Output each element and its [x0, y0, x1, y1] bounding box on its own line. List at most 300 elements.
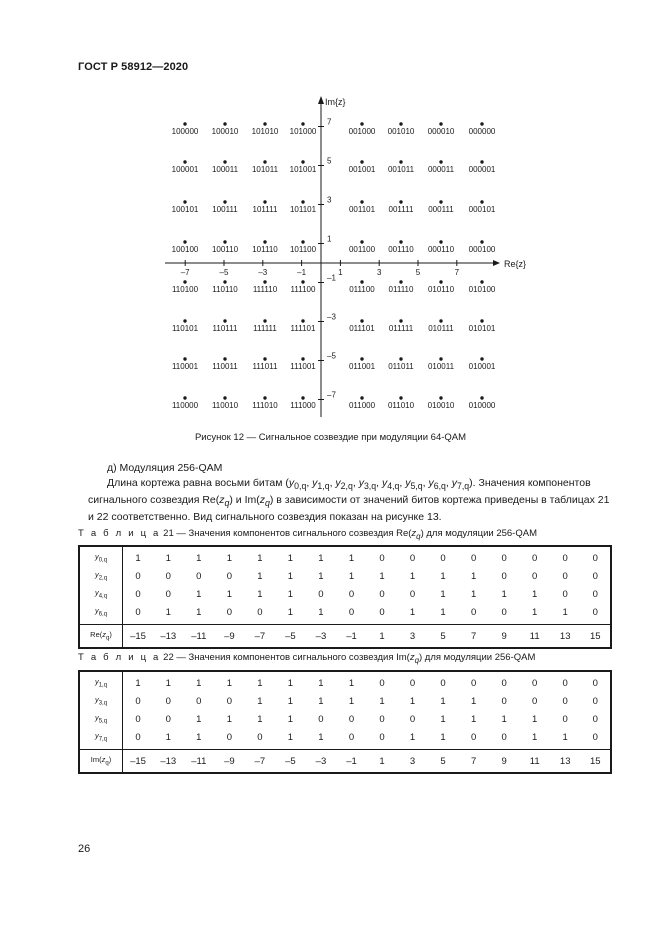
x-tick-label: 1	[338, 268, 343, 277]
bit-cell: 1	[287, 588, 294, 600]
constellation-point-label: 111000	[290, 401, 316, 410]
constellation-point	[183, 319, 186, 322]
bit-cell: 1	[532, 731, 538, 743]
constellation-point	[399, 122, 402, 125]
bit-cell: 1	[226, 713, 232, 725]
bit-cell: 1	[379, 695, 385, 707]
value-cell: –5	[275, 750, 306, 774]
constellation-point	[263, 357, 266, 360]
bit-cell: 1	[226, 588, 232, 600]
bit-cell: 0	[226, 606, 232, 618]
bit-cell: 1	[501, 588, 507, 600]
bit-cell: 0	[501, 677, 507, 689]
y-tick-label: –7	[327, 390, 336, 400]
value-cell: 13	[550, 625, 581, 649]
bit-cell: 1	[470, 588, 477, 600]
constellation-point	[301, 122, 304, 125]
y-tick-label: 3	[327, 195, 332, 205]
section-title: д) Модуляция 256-QAM	[107, 462, 223, 474]
value-cell: –5	[275, 625, 306, 649]
constellation-point-label: 001000	[348, 127, 376, 136]
bit-cell: 1	[257, 695, 263, 707]
constellation-point	[183, 240, 186, 243]
bit-cell: 0	[440, 677, 446, 689]
constellation-point-label: 001001	[348, 165, 376, 174]
value-cell: 1	[367, 625, 398, 649]
bit-cell: 0	[165, 713, 171, 725]
bit-cell: 0	[257, 731, 263, 743]
constellation-point	[480, 280, 483, 283]
constellation-point	[263, 240, 266, 243]
constellation-point-label: 011010	[387, 401, 415, 410]
constellation-point-label: 101010	[251, 127, 279, 136]
constellation-point	[301, 396, 304, 399]
constellation-point	[399, 160, 402, 163]
value-cell: 9	[489, 625, 520, 649]
constellation-point-label: 010000	[468, 401, 496, 410]
bit-cell: 0	[470, 677, 477, 689]
x-tick-label: –1	[297, 268, 307, 277]
bit-row-label: $y_{0,q}$	[79, 546, 123, 568]
value-cell: 3	[397, 625, 428, 649]
bit-cell: 0	[409, 552, 416, 564]
page-number: 26	[78, 843, 91, 855]
value-cell: –15	[123, 625, 154, 649]
bit-cell: 0	[379, 713, 385, 725]
bit-cell: 1	[287, 695, 294, 707]
bit-cell: 1	[501, 713, 507, 725]
bit-cell: 0	[592, 677, 598, 689]
bit-cell: 0	[135, 713, 141, 725]
constellation-point-label: 100010	[211, 127, 239, 136]
constellation-point	[360, 396, 363, 399]
bit-cell: 1	[379, 570, 385, 582]
bit-cell: 0	[135, 731, 141, 743]
constellation-point-label: 101110	[252, 245, 278, 254]
constellation-point	[439, 200, 442, 203]
bit-cell: 0	[562, 552, 568, 564]
constellation-point	[263, 280, 266, 283]
value-cell: –11	[184, 625, 215, 649]
bit-cell: 1	[135, 677, 141, 689]
bit-cell: 0	[165, 570, 171, 582]
bit-cell: 0	[409, 588, 416, 600]
constellation-point	[399, 280, 402, 283]
bit-cell: 0	[409, 713, 416, 725]
x-tick-label: –3	[258, 268, 268, 277]
bit-cell: 1	[196, 552, 202, 564]
bit-cell: 1	[318, 552, 324, 564]
bit-cell: 0	[379, 677, 385, 689]
bit-cell: 0	[348, 606, 355, 618]
value-row	[79, 750, 611, 774]
bit-cell: 1	[165, 677, 171, 689]
value-cell: –9	[214, 625, 245, 649]
bit-cell: 1	[257, 588, 263, 600]
bit-cell: 0	[226, 731, 232, 743]
bit-row	[79, 693, 611, 711]
constellation-point-label: 101001	[289, 165, 317, 174]
constellation-point	[360, 319, 363, 322]
constellation-point	[301, 357, 304, 360]
constellation-point-label: 011011	[388, 362, 414, 371]
x-tick-label: 5	[415, 268, 421, 277]
constellation-point-label: 010011	[427, 362, 455, 371]
constellation-point	[301, 240, 304, 243]
constellation-point-label: 101100	[289, 245, 317, 254]
bit-tuple: $y_{0,q}$, $y_{1,q}$, $y_{2,q}$, $y_{3,q}$, $y_{4,q}$, $y_{5,q}$, $y_{6,q}$, $y_{7,q}$	[288, 477, 470, 492]
constellation-point-label: 001011	[387, 165, 415, 174]
bit-cell: 0	[348, 731, 355, 743]
constellation-point	[399, 319, 402, 322]
constellation-point-label: 011110	[388, 285, 414, 294]
constellation-point	[263, 200, 266, 203]
constellation-point-label: 011001	[348, 362, 376, 371]
bit-cell: 0	[532, 677, 538, 689]
value-row	[79, 625, 611, 649]
table-22-caption: Т а б л и ц а 22 — Значения компонентов сигнального созвездия $Im(z_q)$ для модуляции 256-QAM	[78, 652, 536, 665]
bit-cell: 0	[532, 552, 538, 564]
x-tick-label: –7	[180, 268, 190, 277]
bit-cell: 1	[532, 713, 538, 725]
bit-cell: 1	[440, 713, 446, 725]
bit-cell: 0	[470, 552, 477, 564]
bit-cell: 1	[318, 695, 324, 707]
value-cell: –1	[336, 750, 367, 774]
constellation-point	[439, 357, 442, 360]
table-22	[78, 670, 612, 774]
bit-cell: 1	[562, 731, 568, 743]
value-cell: –9	[214, 750, 245, 774]
constellation-point-label: 000111	[428, 205, 454, 214]
constellation-point-label: 000001	[468, 165, 496, 174]
constellation-point	[263, 396, 266, 399]
bit-cell: 1	[348, 552, 355, 564]
bit-cell: 1	[165, 731, 171, 743]
constellation-point-label: 000011	[427, 165, 455, 174]
constellation-point	[263, 160, 266, 163]
bit-cell: 0	[318, 588, 324, 600]
bit-row-label: $y_{7,q}$	[79, 729, 123, 750]
constellation-point-label: 111110	[252, 285, 278, 294]
value-cell: 5	[428, 625, 459, 649]
bit-row-label: $y_{4,q}$	[79, 586, 123, 604]
bit-cell: 0	[501, 606, 507, 618]
bit-cell: 0	[196, 570, 202, 582]
constellation-point-label: 010101	[468, 324, 496, 333]
constellation-point	[480, 200, 483, 203]
constellation-point	[439, 160, 442, 163]
constellation-point	[480, 160, 483, 163]
bit-row-label: $y_{3,q}$	[79, 693, 123, 711]
bit-cell: 0	[196, 695, 202, 707]
constellation-point-label: 001100	[348, 245, 376, 254]
constellation-point	[183, 357, 186, 360]
bit-cell: 1	[165, 552, 171, 564]
bit-cell: 0	[135, 695, 141, 707]
bit-cell: 1	[562, 606, 568, 618]
bit-row-label: $y_{2,q}$	[79, 568, 123, 586]
y-axis-arrow	[318, 96, 324, 104]
value-cell: 11	[519, 750, 550, 774]
bit-cell: 1	[318, 570, 324, 582]
constellation-point-label: 100110	[211, 245, 239, 254]
value-cell: –11	[184, 750, 215, 774]
constellation-point-label: 011000	[348, 401, 376, 410]
value-cell: 11	[519, 625, 550, 649]
constellation-point	[399, 396, 402, 399]
bit-cell: 0	[592, 713, 598, 725]
value-cell: –3	[306, 750, 337, 774]
x-axis-label: Re{z}	[504, 259, 527, 269]
constellation-point-label: 100101	[171, 205, 199, 214]
constellation-point-label: 101000	[289, 127, 317, 136]
bit-cell: 1	[440, 731, 446, 743]
constellation-point	[223, 200, 226, 203]
bit-cell: 1	[532, 588, 538, 600]
constellation-point-label: 110010	[211, 401, 239, 410]
constellation-point	[360, 280, 363, 283]
bit-cell: 1	[532, 606, 538, 618]
constellation-point-label: 110011	[212, 362, 238, 371]
constellation-point-label: 101011	[251, 165, 279, 174]
constellation-point-label: 111011	[252, 362, 278, 371]
constellation-point-label: 100011	[211, 165, 239, 174]
bit-cell: 1	[409, 731, 416, 743]
bit-row	[79, 604, 611, 625]
bit-cell: 0	[409, 677, 416, 689]
bit-cell: 0	[592, 695, 598, 707]
bit-cell: 0	[592, 570, 598, 582]
constellation-point	[360, 122, 363, 125]
table-21-caption: Т а б л и ц а 21 — Значения компонентов сигнального созвездия $Re(z_q)$ для модуляции 256-QAM	[78, 528, 537, 541]
constellation-point	[223, 280, 226, 283]
bit-cell: 0	[562, 713, 568, 725]
bit-cell: 1	[196, 588, 202, 600]
constellation-point-label: 110000	[171, 401, 199, 410]
bit-cell: 0	[440, 552, 446, 564]
value-cell: –13	[153, 750, 184, 774]
bit-cell: 1	[318, 606, 324, 618]
constellation-point	[183, 396, 186, 399]
constellation-point-label: 110110	[212, 285, 238, 294]
bit-cell: 0	[318, 713, 324, 725]
constellation-point-label: 011100	[349, 285, 375, 294]
constellation-point	[480, 122, 483, 125]
y-tick-label: –1	[327, 273, 336, 283]
constellation-point-label: 101101	[289, 205, 317, 214]
bit-cell: 1	[135, 552, 141, 564]
value-cell: 7	[458, 625, 489, 649]
bit-cell: 1	[409, 606, 416, 618]
y-tick-label: 7	[327, 117, 332, 127]
bit-cell: 0	[135, 588, 141, 600]
bit-cell: 0	[226, 570, 232, 582]
bit-cell: 1	[348, 570, 355, 582]
constellation-point	[360, 160, 363, 163]
constellation-point	[183, 280, 186, 283]
constellation-point-label: 110100	[171, 285, 199, 294]
bit-cell: 0	[501, 731, 507, 743]
x-tick-label: 3	[376, 268, 382, 277]
constellation-point	[399, 240, 402, 243]
bit-cell: 1	[440, 695, 446, 707]
y-tick-label: 5	[327, 156, 332, 166]
constellation-point-label: 010010	[427, 401, 455, 410]
bit-cell: 0	[501, 570, 507, 582]
bit-row	[79, 711, 611, 729]
bit-row	[79, 546, 611, 568]
constellation-point-label: 000101	[468, 205, 496, 214]
bit-cell: 0	[501, 552, 507, 564]
constellation-point	[399, 357, 402, 360]
figure-caption: Рисунок 12 — Сигнальное созвездие при модуляции 64-QAM	[194, 432, 467, 443]
constellation-point	[480, 319, 483, 322]
bit-cell: 1	[257, 677, 263, 689]
constellation-point-label: 110111	[212, 324, 238, 333]
constellation-point	[439, 122, 442, 125]
bit-cell: 1	[287, 713, 294, 725]
constellation-point-label: 000100	[468, 245, 496, 254]
constellation-point	[223, 396, 226, 399]
y-tick-label: –3	[327, 312, 336, 322]
bit-cell: 0	[562, 570, 568, 582]
bit-cell: 1	[257, 713, 263, 725]
bit-cell: 1	[409, 695, 416, 707]
bit-row-label: $y_{6,q}$	[79, 604, 123, 625]
bit-cell: 0	[257, 606, 263, 618]
value-cell: –3	[306, 625, 337, 649]
constellation-point	[439, 319, 442, 322]
bit-cell: 1	[440, 570, 446, 582]
bit-cell: 1	[226, 677, 232, 689]
bit-cell: 0	[379, 588, 385, 600]
constellation-point	[480, 357, 483, 360]
constellation-point	[399, 200, 402, 203]
constellation-point-label: 001111	[388, 205, 414, 214]
constellation-point-label: 111101	[290, 324, 316, 333]
bit-cell: 1	[440, 588, 446, 600]
bit-cell: 0	[165, 695, 171, 707]
bit-row	[79, 568, 611, 586]
constellation-point-label: 111010	[252, 401, 278, 410]
x-tick-label: 7	[454, 268, 460, 277]
bit-cell: 0	[562, 588, 568, 600]
bit-cell: 1	[287, 731, 294, 743]
table-21	[78, 545, 612, 649]
bit-cell: 1	[257, 570, 263, 582]
bit-cell: 0	[592, 552, 598, 564]
constellation-figure	[160, 94, 527, 420]
bit-cell: 1	[287, 570, 294, 582]
bit-cell: 0	[592, 731, 598, 743]
constellation-point-label: 000000	[468, 127, 496, 136]
bit-cell: 1	[348, 677, 355, 689]
constellation-point	[301, 200, 304, 203]
constellation-point	[223, 240, 226, 243]
bit-cell: 1	[470, 695, 477, 707]
bit-cell: 1	[226, 552, 232, 564]
bit-row-label: $y_{5,q}$	[79, 711, 123, 729]
constellation-point	[223, 357, 226, 360]
constellation-point	[360, 240, 363, 243]
bit-cell: 0	[348, 713, 355, 725]
bit-cell: 1	[440, 606, 446, 618]
constellation-point	[263, 122, 266, 125]
value-cell: 13	[550, 750, 581, 774]
bit-cell: 1	[196, 731, 202, 743]
y-tick-label: 1	[327, 234, 332, 244]
constellation-point-label: 010110	[427, 285, 455, 294]
constellation-point-label: 111001	[290, 362, 316, 371]
constellation-point-label: 100100	[171, 245, 199, 254]
bit-cell: 1	[287, 677, 294, 689]
bit-cell: 1	[318, 731, 324, 743]
bit-cell: 0	[562, 695, 568, 707]
bit-row	[79, 729, 611, 750]
bit-cell: 0	[226, 695, 232, 707]
bit-cell: 0	[135, 606, 141, 618]
constellation-point-label: 001010	[387, 127, 415, 136]
section-paragraph: Длина кортежа равна восьми битам ($y_{0,q}$, $y_{1,q}$, $y_{2,q}$, $y_{3,q}$, $y_{4,q}$, $y_{5,q}$, $y_{6,q}$, $y_{7,q}$). Значения компонентов сигнального созвездия $Re(z_q)$ и $Im(z_q)$ в зависимости от значений битов кортежа приведены в таблицах 21 и 22 соответственно. Вид сигнального созвездия показан на рисунке 13.	[88, 477, 610, 524]
constellation-point-label: 000010	[427, 127, 455, 136]
constellation-point-label: 100001	[171, 165, 199, 174]
value-cell: 3	[397, 750, 428, 774]
bit-cell: 1	[470, 713, 477, 725]
constellation-point	[301, 160, 304, 163]
constellation-point	[360, 200, 363, 203]
constellation-point-label: 010111	[428, 324, 454, 333]
bit-cell: 0	[165, 588, 171, 600]
x-tick-label: –5	[219, 268, 229, 277]
bit-cell: 0	[348, 588, 355, 600]
value-cell: –13	[153, 625, 184, 649]
value-cell: 15	[580, 750, 611, 774]
bit-cell: 0	[470, 606, 477, 618]
bit-cell: 0	[135, 570, 141, 582]
bit-cell: 1	[287, 552, 294, 564]
bit-cell: 0	[562, 677, 568, 689]
constellation-point-label: 001110	[388, 245, 414, 254]
constellation-point	[183, 200, 186, 203]
value-cell: 7	[458, 750, 489, 774]
constellation-point	[223, 122, 226, 125]
bit-cell: 1	[196, 677, 202, 689]
constellation-point-label: 000110	[427, 245, 455, 254]
bit-cell: 1	[287, 606, 294, 618]
constellation-point	[263, 319, 266, 322]
bit-cell: 1	[196, 606, 202, 618]
bit-cell: 0	[532, 695, 538, 707]
constellation-point	[360, 357, 363, 360]
value-cell: –15	[123, 750, 154, 774]
value-cell: 5	[428, 750, 459, 774]
constellation-point-label: 111111	[253, 324, 277, 333]
value-cell: 15	[580, 625, 611, 649]
constellation-diagram	[160, 94, 527, 420]
bit-cell: 0	[501, 695, 507, 707]
bit-cell: 0	[379, 606, 385, 618]
x-axis-arrow	[493, 260, 500, 266]
y-tick-label: –5	[327, 351, 336, 361]
constellation-point-label: 111100	[290, 285, 316, 294]
constellation-point	[223, 160, 226, 163]
bit-cell: 1	[409, 570, 416, 582]
constellation-point	[301, 280, 304, 283]
bit-row-label: $y_{1,q}$	[79, 671, 123, 693]
constellation-point	[301, 319, 304, 322]
bit-cell: 1	[196, 713, 202, 725]
